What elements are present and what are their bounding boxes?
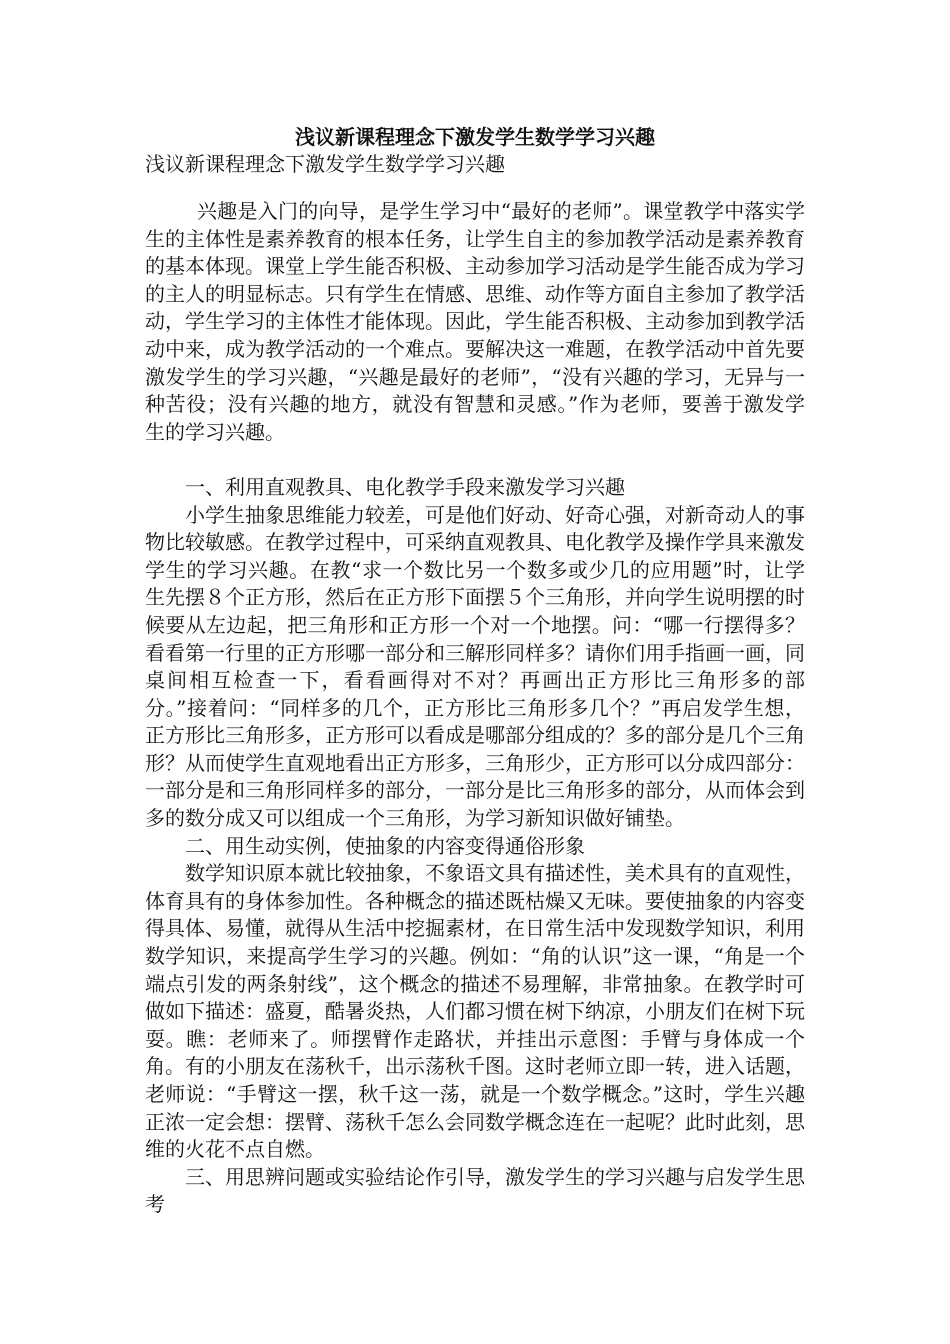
section-heading-2: 二、用生动实例，使抽象的内容变得通俗形象 bbox=[185, 833, 585, 858]
section-heading-1: 一、利用直观教具、电化教学手段来激发学习兴趣 bbox=[185, 474, 625, 499]
document-body bbox=[145, 198, 805, 1219]
paragraph-intro: 兴趣是入门的向导，是学生学习中“最好的老师”。课堂教学中落实学生的主体性是素养教育的根本任务，让学生自主的参加教学活动是素养教育的基本体现。课堂上学生能否积极、主动参加学习活动是学生能否成为学习的主人的明显标志。只有学生在情感、思维、动作等方面自主参加了教学活动，学生学习的主体性才能体现。因此，学生能否积极、主动参加到教学活动中来，成为教学活动的一个难点。要解决这一难题，在教学活动中首先要激发学生的学习兴趣，“兴趣是最好的老师”，“没有兴趣的学习，无异与一种苦役；没有兴趣的地方，就没有智慧和灵感。”作为老师，要善于激发学生的学习兴趣。 bbox=[145, 199, 805, 444]
paragraph-section-2: 数学知识原本就比较抽象，不象语文具有描述性，美术具有的直观性，体育具有的身体参加性。各种概念的描述既枯燥又无味。要使抽象的内容变得具体、易懂，就得从生活中挖掘素材，在日常生活中发现数学知识，利用数学知识，来提高学生学习的兴趣。例如：“角的认识”这一课，“角是一个端点引发的两条射线”，这个概念的描述不易理解，非常抽象。在教学时可做如下描述：盛夏，酷暑炎热，人们都习惯在树下纳凉，小朋友们在树下玩耍。瞧：老师来了。师摆臂作走路状，并挂出示意图：手臂与身体成一个角。有的小朋友在荡秋千，出示荡秋千图。这时老师立即一转，进入话题，老师说：“手臂这一摆，秋千这一荡，就是一个数学概念。”这时，学生兴趣正浓一定会想：摆臂、荡秋千怎么会同数学概念连在一起呢？此时此刻，思维的火花不点自燃。 bbox=[145, 861, 805, 1162]
paragraph-section-1: 小学生抽象思维能力较差，可是他们好动、好奇心强，对新奇动人的事物比较敏感。在教学过程中，可采纳直观教具、电化教学及操作学具来激发学生的学习兴趣。在教“求一个数比另一个数多或少几的应用题”时，让学生先摆８个正方形，然后在正方形下面摆５个三角形，并向学生说明摆的时候要从左边起，把三角形和正方形一个对一个地摆。问：“哪一行摆得多？看看第一行里的正方形哪一部分和三解形同样多？请你们用手指画一画，同桌间相互检查一下，看看画得对不对？再画出正方形比三角形多的部分。”接着问：“同样多的几个，正方形比三角形多几个？”再启发学生想，正方形比三角形多，正方形可以看成是哪部分组成的？多的部分是几个三角形？从而使学生直观地看出正方形多，三角形少，正方形可以分成四部分：一部分是和三角形同样多的部分，一部分是比三角形多的部分，从而体会到多的数分成又可以组成一个三角形，为学习新知识做好铺垫。 bbox=[145, 502, 805, 831]
document-subtitle: 浅议新课程理念下激发学生数学学习兴趣 bbox=[145, 152, 505, 176]
section-heading-3: 三、用思辨问题或实验结论作引导，激发学生的学习兴趣与启发学生思考 bbox=[145, 1164, 805, 1217]
document-title: 浅议新课程理念下激发学生数学学习兴趣 bbox=[295, 125, 655, 149]
